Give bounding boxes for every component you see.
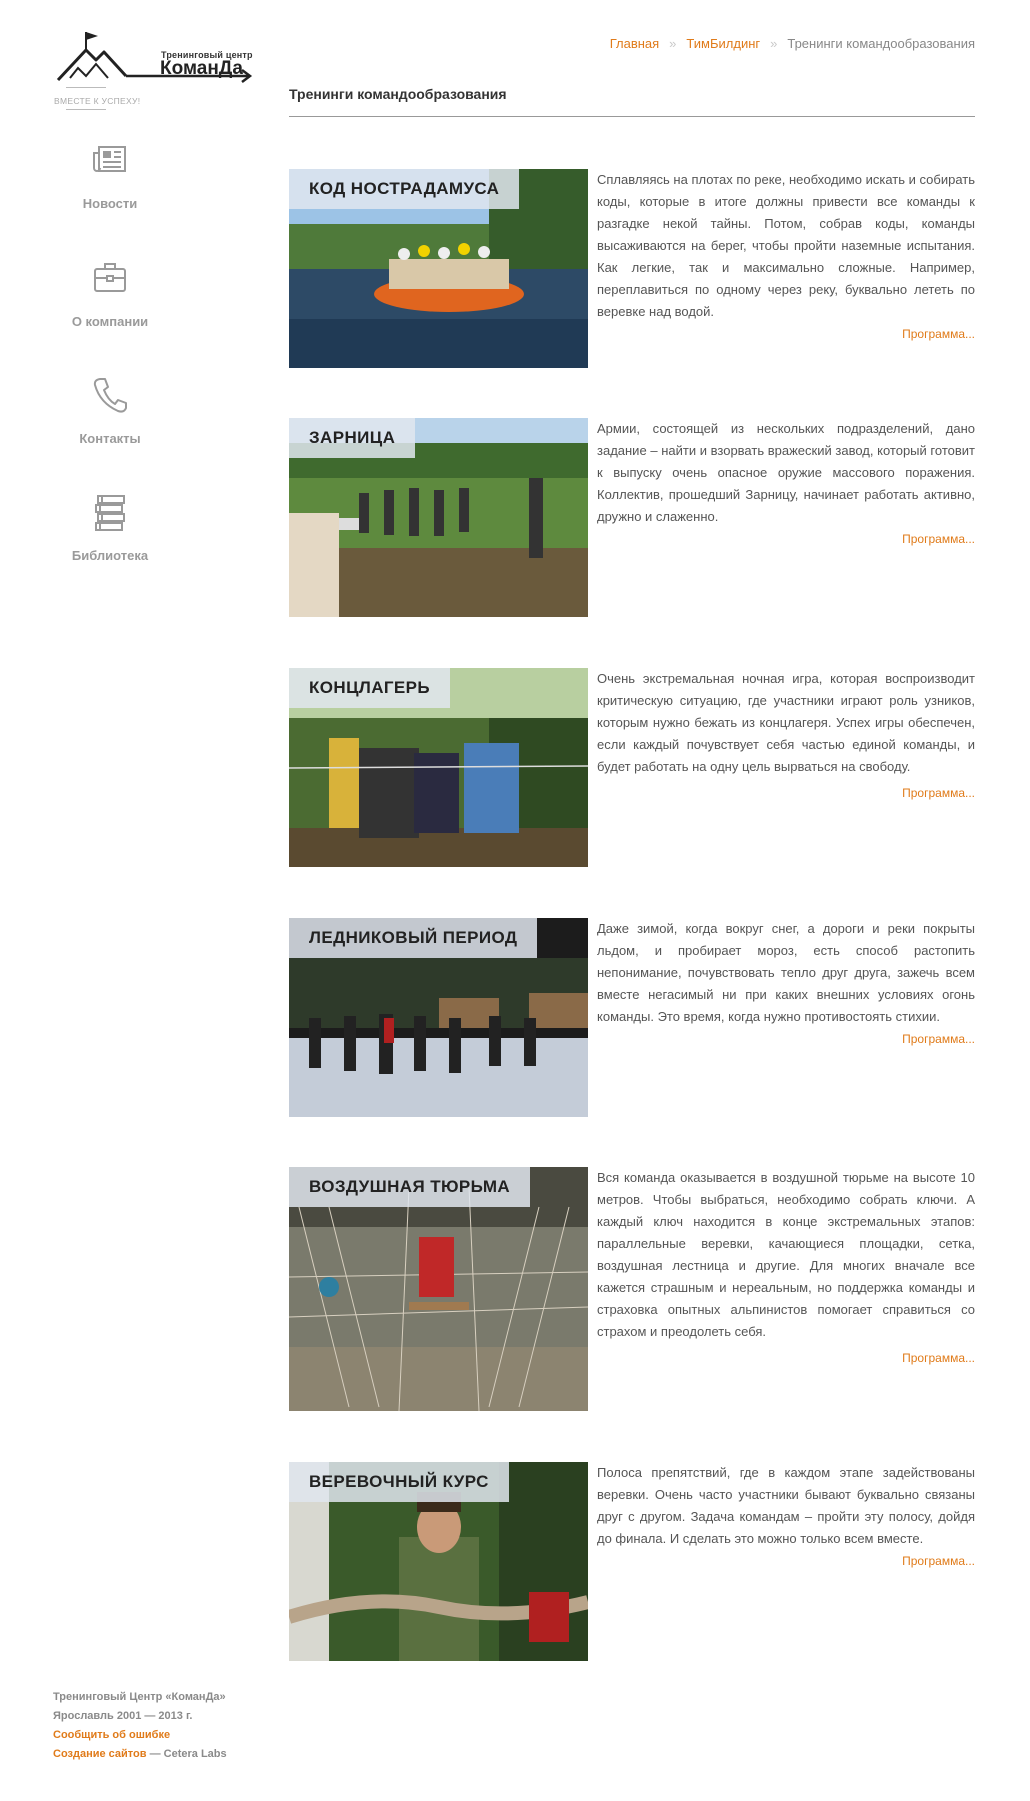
footer-company: Тренинговый Центр «КоманДа»: [53, 1691, 226, 1703]
training-description: [597, 1462, 975, 1572]
nav-item-library[interactable]: [40, 492, 180, 582]
training-description: [597, 918, 975, 1050]
nav-item-news[interactable]: [40, 140, 180, 230]
training-text: Очень экстремальная ночная игра, которая воспроизводит критическую ситуацию, где участники играют роль узников, которым нужно бежать из концлагеря. Успех игры обеспечен, если каждый почувствует себя частью единой команды, и будет работать на одну цель вырваться на свободу.: [597, 671, 975, 774]
training-photo[interactable]: [289, 668, 588, 867]
breadcrumb: [290, 36, 975, 51]
footer-separator: —: [146, 1748, 164, 1760]
newspaper-icon: [90, 140, 130, 180]
training-description: [597, 418, 975, 550]
program-link[interactable]: Программа...: [902, 786, 975, 800]
footer-developer: Cetera Labs: [163, 1748, 227, 1760]
phone-icon: [90, 375, 130, 415]
nav-label: Библиотека: [71, 548, 149, 563]
nav-item-about[interactable]: [40, 258, 180, 348]
training-photo[interactable]: [289, 918, 588, 1117]
training-text: Полоса препятствий, где в каждом этапе задействованы веревки. Очень часто участники бывают буквально связаны друг с другом. Задача командам – пройти эту полосу, дойдя до финала. И сделать это можно только всем вместе.: [597, 1465, 975, 1546]
training-title: КОД НОСТРАДАМУСА: [289, 169, 519, 209]
program-link[interactable]: Программа...: [902, 1032, 975, 1046]
nav-label: Новости: [82, 196, 138, 211]
training-title: ВОЗДУШНАЯ ТЮРЬМА: [289, 1167, 530, 1207]
nav-label: Контакты: [79, 431, 141, 446]
books-icon: [90, 492, 130, 532]
site-creation-link[interactable]: Создание сайтов: [53, 1748, 147, 1760]
training-text: Армии, состоящей из нескольких подразделений, дано задание – найти и взорвать вражеский завод, который готовит к выпуску очень опасное оружие массового поражения. Коллектив, прошедший Зарницу, начинает работать активно, дружно и слаженно.: [597, 421, 975, 524]
training-text: Даже зимой, когда вокруг снег, а дороги и реки покрыты льдом, и пробирает мороз, есть способ растопить непонимание, почувствовать тепло друг друга, зажечь всем вместе негасимый ни при каких внешних условиях огонь команды. Это время, когда нужно противостоять стихии.: [597, 921, 975, 1024]
program-link[interactable]: Программа...: [902, 1554, 975, 1568]
training-text: Сплавляясь на плотах по реке, необходимо искать и собирать коды, которые в итоге должны привести все команды к разгадке некой тайны. Потом, собрав коды, команды высаживаются на берег, чтобы пройти наземные испытания. Как легкие, так и максимально сложные. Например, переплавиться по одному через реку, буквально лететь по веревке над водой.: [597, 172, 975, 319]
logo-title: КоманДа: [160, 58, 243, 79]
training-photo[interactable]: [289, 1462, 588, 1661]
title-divider: [289, 116, 975, 117]
logo-subtitle: Тренинговый центр: [161, 50, 253, 60]
program-link[interactable]: Программа...: [902, 327, 975, 341]
training-description: [597, 668, 975, 804]
training-description: [597, 169, 975, 345]
training-photo[interactable]: [289, 1167, 588, 1411]
breadcrumb-separator: »: [669, 36, 677, 51]
training-title: ВЕРЕВОЧНЫЙ КУРС: [289, 1462, 509, 1502]
breadcrumb-section[interactable]: ТимБилдинг: [686, 36, 761, 51]
program-link[interactable]: Программа...: [902, 532, 975, 546]
breadcrumb-current: Тренинги командообразования: [787, 36, 975, 51]
briefcase-icon: [90, 258, 130, 298]
page-title: Тренинги командообразования: [289, 86, 507, 102]
training-title: ЛЕДНИКОВЫЙ ПЕРИОД: [289, 918, 537, 958]
logo[interactable]: [56, 28, 262, 118]
breadcrumb-home[interactable]: Главная: [609, 36, 660, 51]
nav-item-contacts[interactable]: [40, 375, 180, 465]
logo-divider: [66, 87, 106, 88]
nav-label: О компании: [71, 314, 149, 329]
training-description: [597, 1167, 975, 1369]
breadcrumb-separator: »: [770, 36, 778, 51]
report-error-link[interactable]: Сообщить об ошибке: [53, 1729, 171, 1741]
training-title: ЗАРНИЦА: [289, 418, 415, 458]
program-link[interactable]: Программа...: [902, 1351, 975, 1365]
training-photo[interactable]: [289, 169, 588, 368]
training-title: КОНЦЛАГЕРЬ: [289, 668, 450, 708]
training-photo[interactable]: [289, 418, 588, 617]
sidebar: [0, 0, 253, 1801]
footer: [53, 1688, 227, 1764]
logo-divider: [66, 109, 106, 110]
logo-slogan: ВМЕСТЕ К УСПЕХУ!: [54, 96, 141, 106]
training-text: Вся команда оказывается в воздушной тюрьме на высоте 10 метров. Чтобы выбраться, необходимо собрать ключи. А каждый ключ находится в конце экстремальных этапов: параллельные веревки, качающиеся площадки, сетка, воздушная лестница и другие. Для многих вначале все кажется страшным и нереальным, но поддержка команды и страховка опытных альпинистов помогает справиться со страхом и преодолеть себя.: [597, 1170, 975, 1339]
footer-years: Ярославль 2001 — 2013 г.: [53, 1710, 193, 1722]
